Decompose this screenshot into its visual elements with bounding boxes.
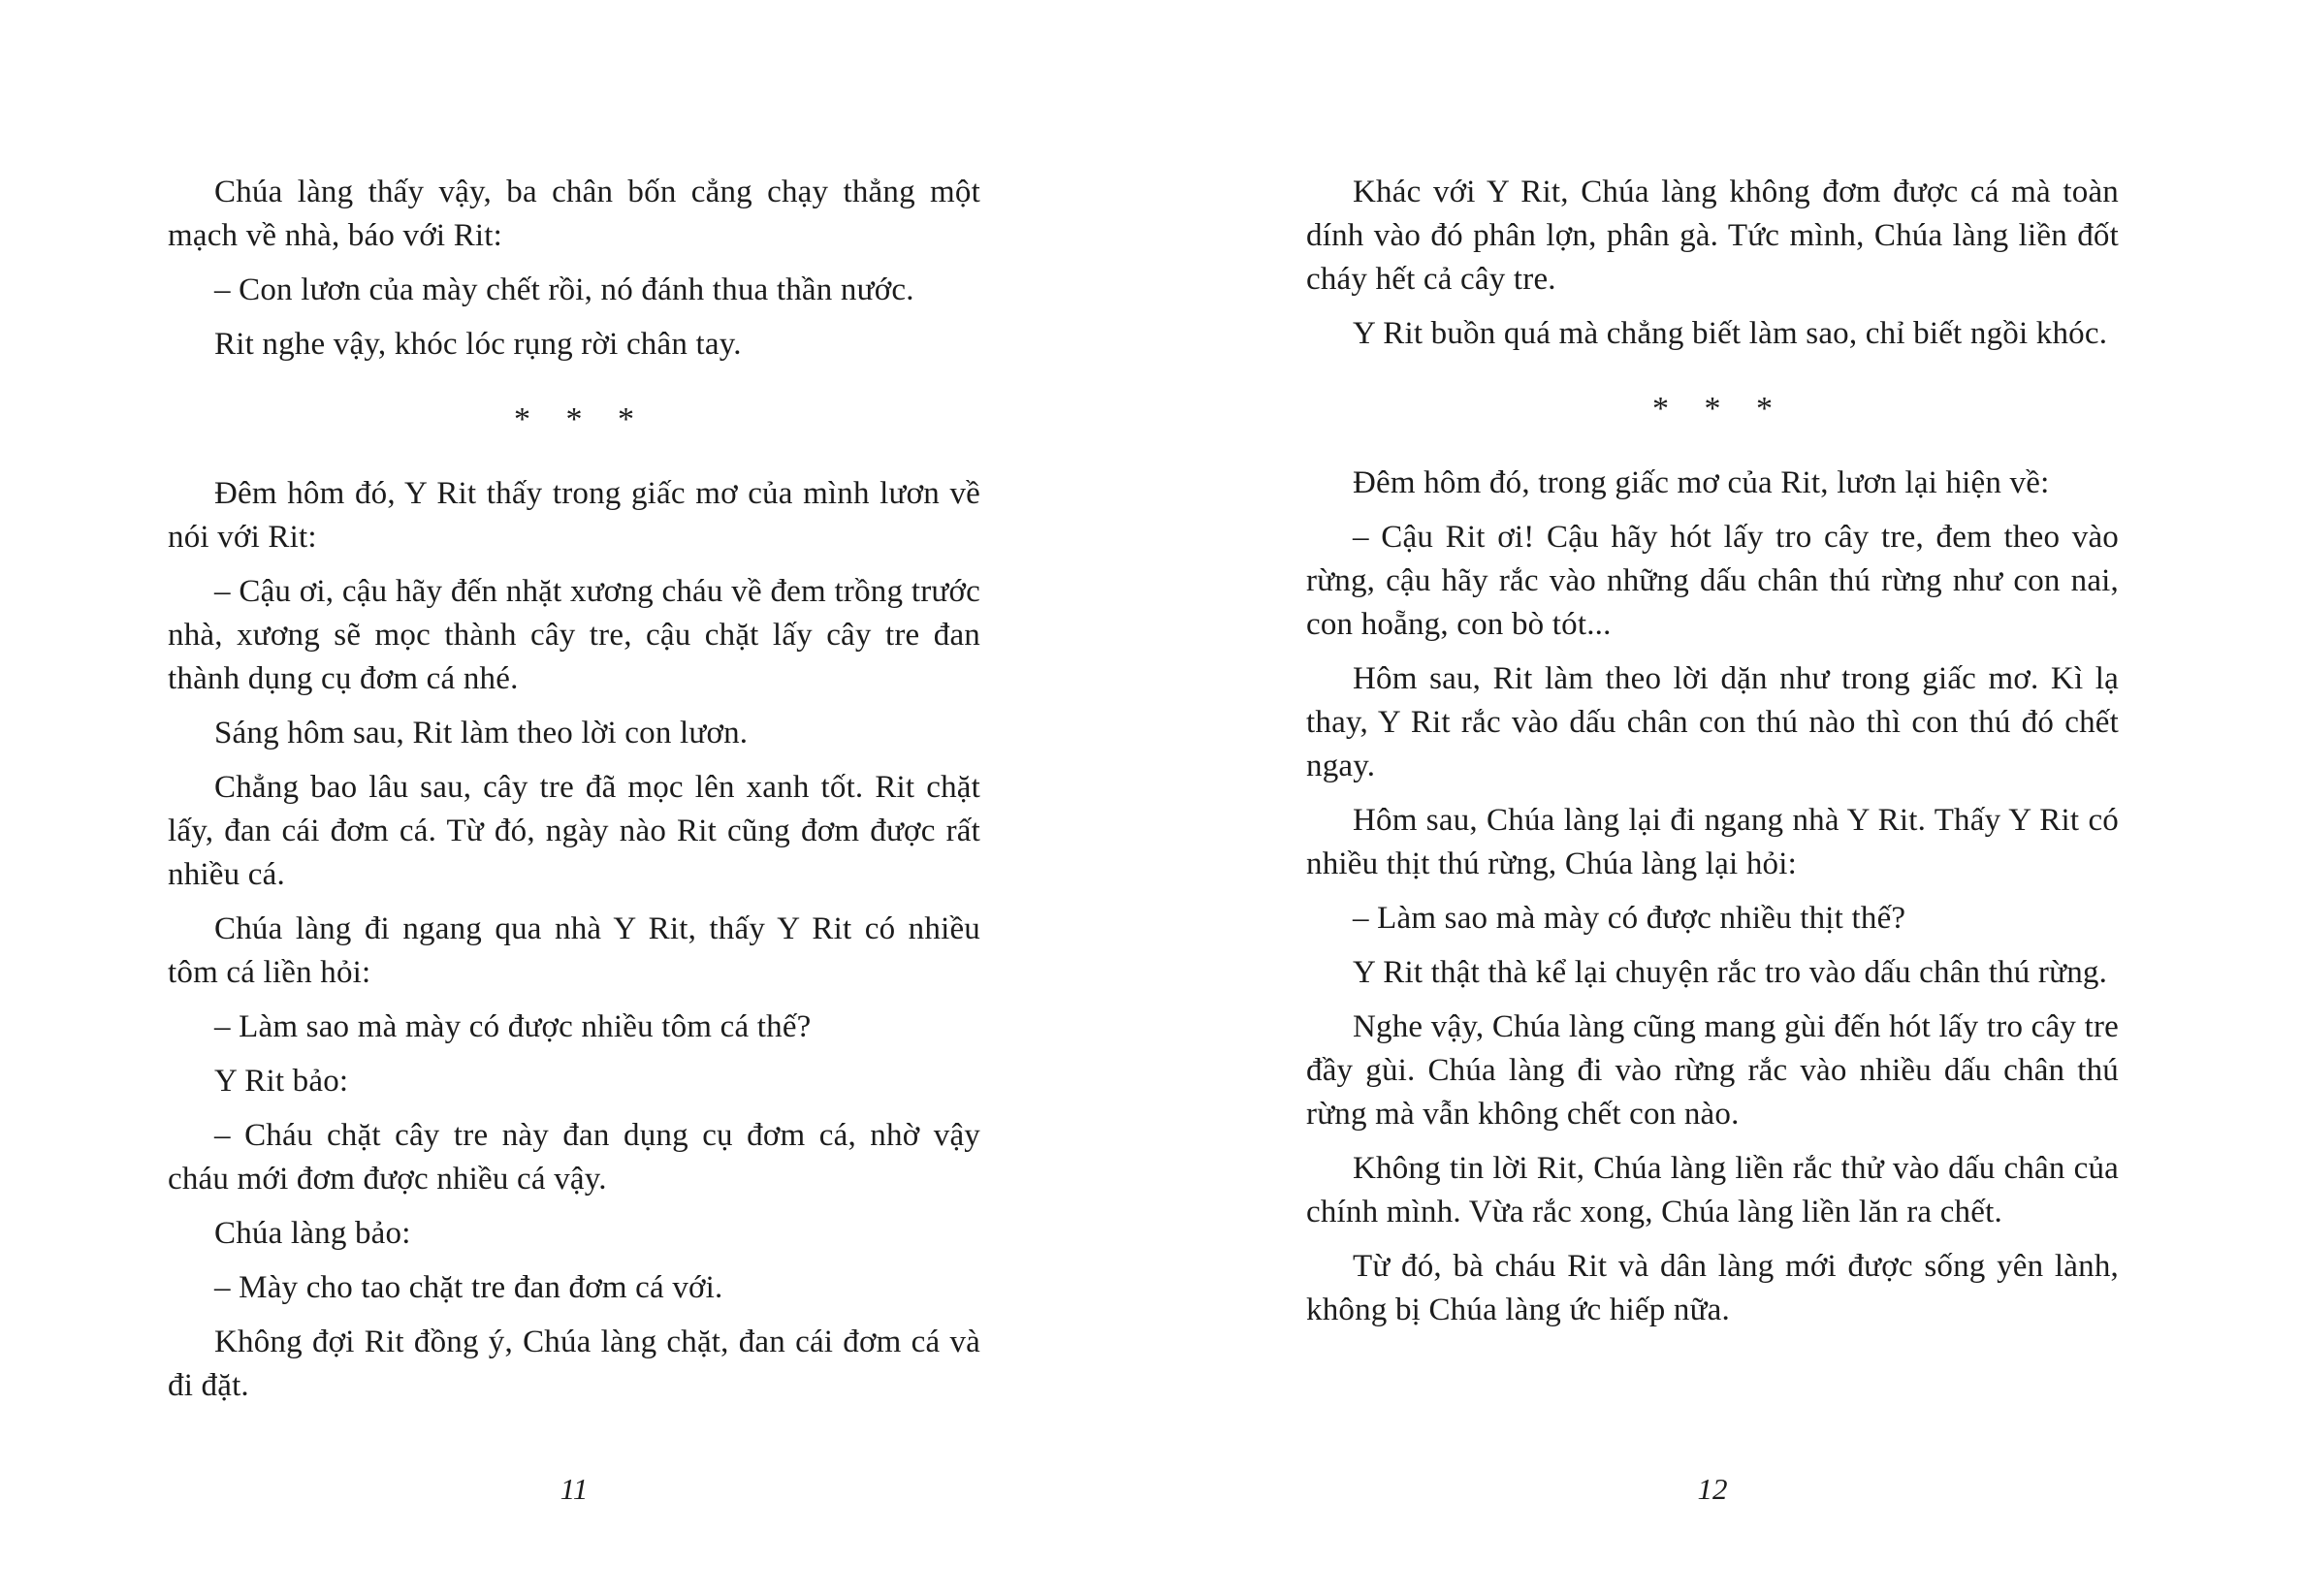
paragraph: Sáng hôm sau, Rit làm theo lời con lươn. — [214, 716, 749, 750]
paragraph: Y Rit thật thà kể lại chuyện rắc tro vào dấu chân thú rừng. — [1353, 955, 2108, 990]
section-separator: * * * — [514, 401, 634, 437]
section-separator: * * * — [1652, 391, 1773, 427]
paragraph: Hôm sau, Chúa làng lại đi ngang nhà Y Rit. Thấy Y Rit có nhiều thịt thú rừng, Chúa làng lại hỏi: — [1306, 803, 2119, 881]
page-left-text — [168, 171, 980, 1419]
paragraph: Đêm hôm đó, trong giấc mơ của Rit, lươn lại hiện về: — [1353, 465, 2050, 500]
paragraph: Không tin lời Rit, Chúa làng liền rắc thử vào dấu chân của chính mình. Vừa rắc xong, Chúa làng liền lăn ra chết. — [1306, 1151, 2119, 1229]
paragraph: Chẳng bao lâu sau, cây tre đã mọc lên xanh tốt. Rit chặt lấy, đan cái đơm cá. Từ đó, ngày nào Rit cũng đơm được rất nhiều cá. — [168, 770, 980, 892]
paragraph: – Làm sao mà mày có được nhiều tôm cá thế? — [214, 1009, 812, 1044]
paragraph: – Con lươn của mày chết rồi, nó đánh thua thần nước. — [214, 272, 914, 307]
paragraph: – Cậu ơi, cậu hãy đến nhặt xương cháu về đem trồng trước nhà, xương sẽ mọc thành cây tre, cậu chặt lấy cây tre đan thành dụng cụ đơm cá nhé. — [168, 574, 980, 696]
paragraph: Hôm sau, Rit làm theo lời dặn như trong giấc mơ. Kì lạ thay, Y Rit rắc vào dấu chân con thú nào thì con thú đó chết ngay. — [1306, 661, 2119, 783]
page-right-text — [1306, 171, 2119, 1343]
paragraph: – Cậu Rit ơi! Cậu hãy hót lấy tro cây tre, đem theo vào rừng, cậu hãy rắc vào những dấu chân thú rừng như con nai, con hoẵng, con bò tót... — [1306, 520, 2119, 642]
paragraph: Đêm hôm đó, Y Rit thấy trong giấc mơ của mình lươn về nói với Rit: — [168, 476, 980, 555]
page-left — [0, 0, 1151, 1596]
paragraph: Không đợi Rit đồng ý, Chúa làng chặt, đan cái đơm cá và đi đặt. — [168, 1325, 980, 1403]
paragraph: Y Rit buồn quá mà chẳng biết làm sao, chỉ biết ngồi khóc. — [1353, 316, 2108, 351]
paragraph: – Mày cho tao chặt tre đan đơm cá với. — [214, 1270, 723, 1305]
paragraph: Chúa làng bảo: — [214, 1216, 411, 1251]
paragraph: Nghe vậy, Chúa làng cũng mang gùi đến hót lấy tro cây tre đầy gùi. Chúa làng đi vào rừng rắc vào nhiều dấu chân thú rừng mà vẫn không chết con nào. — [1306, 1009, 2119, 1132]
paragraph: Rit nghe vậy, khóc lóc rụng rời chân tay. — [214, 327, 742, 362]
paragraph: Chúa làng thấy vậy, ba chân bốn cẳng chạy thẳng một mạch về nhà, báo với Rit: — [168, 175, 980, 253]
paragraph: Khác với Y Rit, Chúa làng không đơm được cá mà toàn dính vào đó phân lợn, phân gà. Tức mình, Chúa làng liền đốt cháy hết cả cây tre. — [1306, 175, 2119, 297]
paragraph: – Làm sao mà mày có được nhiều thịt thế? — [1353, 901, 1906, 936]
page-number-right: 12 — [1697, 1472, 1728, 1506]
page-right — [1151, 0, 2303, 1596]
paragraph: Từ đó, bà cháu Rit và dân làng mới được sống yên lành, không bị Chúa làng ức hiếp nữa. — [1306, 1249, 2119, 1327]
paragraph: Chúa làng đi ngang qua nhà Y Rit, thấy Y Rit có nhiều tôm cá liền hỏi: — [168, 911, 980, 990]
paragraph: Y Rit bảo: — [214, 1064, 349, 1099]
paragraph: – Cháu chặt cây tre này đan dụng cụ đơm cá, nhờ vậy cháu mới đơm được nhiều cá vậy. — [168, 1118, 980, 1197]
page-number-left: 11 — [560, 1472, 589, 1506]
